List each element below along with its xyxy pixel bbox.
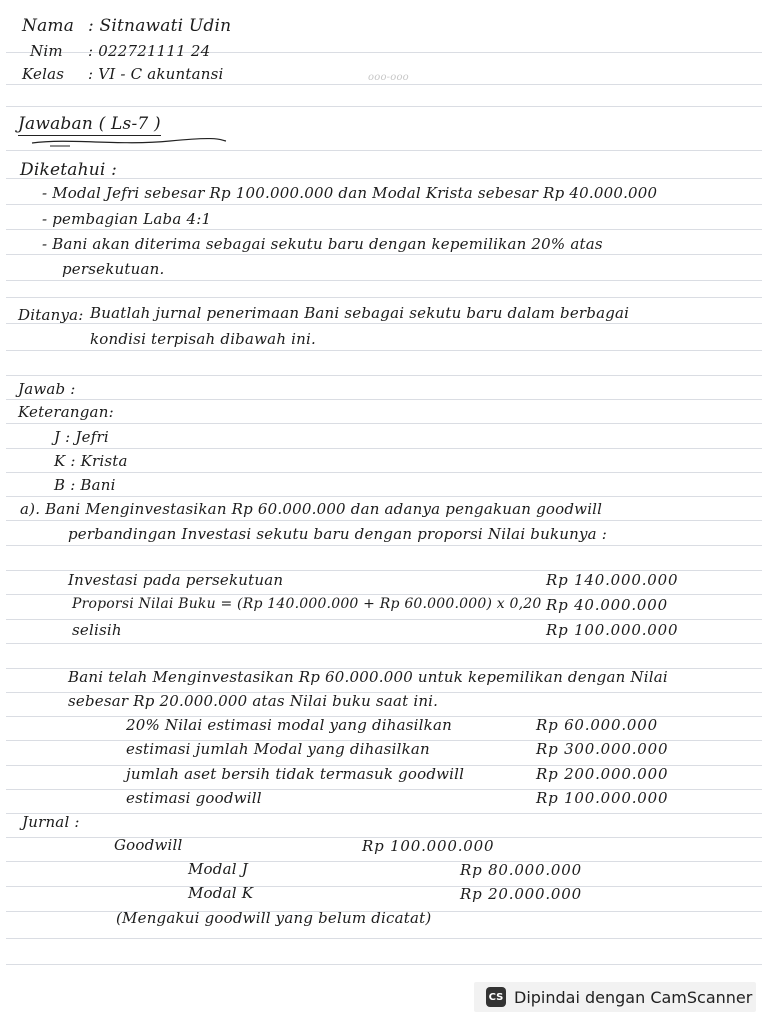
- part-a-line-2: perbandingan Investasi sekutu baru dengan proporsi Nilai bukunya :: [68, 525, 608, 543]
- diketahui-item-3: - Bani akan diterima sebagai sekutu baru dengan kepemilikan 20% atas: [42, 235, 603, 253]
- diketahui-item-1: - Modal Jefri sebesar Rp 100.000.000 dan Modal Krista sebesar Rp 40.000.000: [42, 184, 658, 202]
- jurnal-label: Jurnal :: [22, 813, 80, 831]
- jawab-label: Jawab :: [18, 380, 76, 398]
- legend-b: B : Bani: [54, 476, 116, 494]
- ditanya-label: Ditanya:: [18, 306, 84, 324]
- jurnal-credit-1-label: Modal J: [188, 860, 248, 878]
- title-underline-squiggle: [30, 134, 230, 148]
- jurnal-credit-1-value: Rp 80.000.000: [460, 861, 582, 879]
- calc2-label-2: estimasi jumlah Modal yang dihasilkan: [126, 740, 430, 758]
- camscanner-watermark: [474, 982, 756, 1012]
- calc2-value-3: Rp 200.000.000: [536, 765, 669, 783]
- diketahui-heading: Diketahui :: [20, 160, 118, 180]
- faint-mark: ooo-ooo: [368, 72, 409, 83]
- camscanner-text: Dipindai dengan CamScanner: [514, 987, 753, 1007]
- diketahui-item-4: persekutuan.: [62, 260, 165, 278]
- calc1-label-proporsi: Proporsi Nilai Buku = (Rp 140.000.000 + Rp 60.000.000) x 0,20: [72, 596, 542, 612]
- calc1-value-selisih: Rp 100.000.000: [546, 621, 679, 639]
- page-title: Jawaban ( Ls-7 ): [18, 114, 161, 134]
- nim-label: Nim: [30, 42, 63, 60]
- jurnal-credit-2-label: Modal K: [188, 884, 254, 902]
- calc1-label-investasi: Investasi pada persekutuan: [68, 571, 284, 589]
- calc2-label-3: jumlah aset bersih tidak termasuk goodwill: [126, 765, 465, 783]
- jurnal-credit-2-value: Rp 20.000.000: [460, 885, 582, 903]
- legend-j: J : Jefri: [54, 428, 109, 446]
- kelas-label: Kelas: [22, 65, 65, 83]
- nama-value: : Sitnawati Udin: [88, 16, 232, 36]
- nim-value: : 022721111 24: [88, 42, 211, 60]
- camscanner-icon: CS: [486, 987, 506, 1007]
- jurnal-debit-label: Goodwill: [114, 836, 183, 854]
- ditanya-line-2: kondisi terpisah dibawah ini.: [90, 330, 316, 348]
- explain-line-2: sebesar Rp 20.000.000 atas Nilai buku saat ini.: [68, 692, 439, 710]
- explain-line-1: Bani telah Menginvestasikan Rp 60.000.000 untuk kepemilikan dengan Nilai: [68, 668, 668, 686]
- calc1-label-selisih: selisih: [72, 621, 122, 639]
- nama-label: Nama: [22, 16, 75, 36]
- calc1-value-proporsi: Rp 40.000.000: [546, 596, 668, 614]
- calc1-value-investasi: Rp 140.000.000: [546, 571, 679, 589]
- part-a-line-1: a). Bani Menginvestasikan Rp 60.000.000 dan adanya pengakuan goodwill: [20, 500, 603, 518]
- ditanya-line-1: Buatlah jurnal penerimaan Bani sebagai sekutu baru dalam berbagai: [90, 304, 630, 322]
- legend-k: K : Krista: [54, 452, 128, 470]
- jurnal-debit-value: Rp 100.000.000: [362, 837, 495, 855]
- calc2-value-2: Rp 300.000.000: [536, 740, 669, 758]
- calc2-value-1: Rp 60.000.000: [536, 716, 658, 734]
- kelas-value: : VI - C akuntansi: [88, 65, 224, 83]
- diketahui-item-2: - pembagian Laba 4:1: [42, 210, 212, 228]
- calc2-value-4: Rp 100.000.000: [536, 789, 669, 807]
- calc2-label-1: 20% Nilai estimasi modal yang dihasilkan: [126, 716, 452, 734]
- jurnal-note: (Mengakui goodwill yang belum dicatat): [116, 909, 432, 927]
- keterangan-label: Keterangan:: [18, 403, 114, 421]
- calc2-label-4: estimasi goodwill: [126, 789, 262, 807]
